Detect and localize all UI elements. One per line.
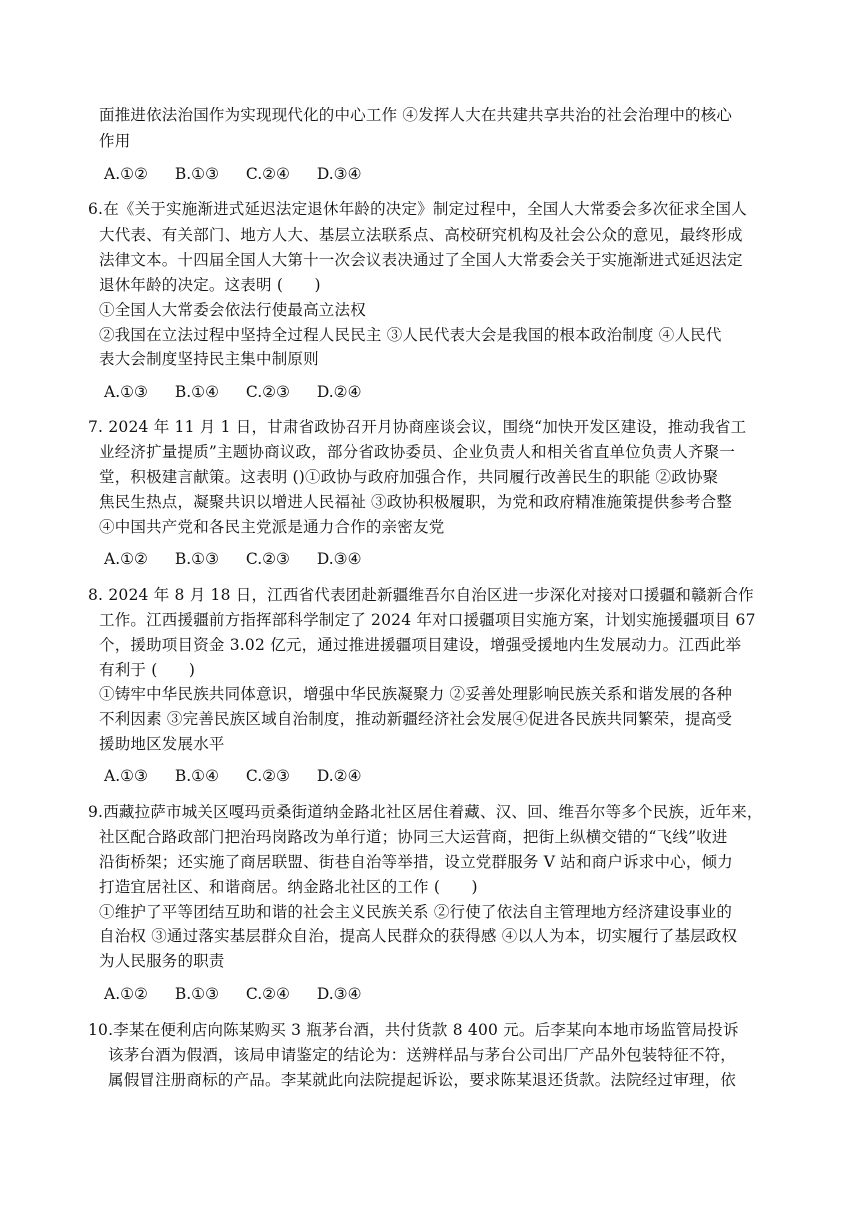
q9-line-6: 自治权 ③通过落实基层群众自治，提高人民群众的获得感 ④以人为本，切实履行了基层政权: [99, 927, 738, 945]
q9-line-4: 打造宜居社区、和谐商居。纳金路北社区的工作 ( ): [99, 878, 478, 896]
q6-line-4: 退休年龄的决定。这表明 ( ): [99, 276, 321, 294]
q7-line-1: 7. 2024 年 11 月 1 日，甘肃省政协召开月协商座谈会议，围绕“加快开发区建设，推动我省工: [88, 418, 747, 436]
q8-line-3: 个，援助项目资金 3.02 亿元，通过推进援疆项目建设，增强受援地内生发展动力。江西此举: [99, 636, 742, 654]
q8-option-c: C.②③: [245, 767, 290, 785]
q6-line-2: 大代表、有关部门、地方人大、基层立法联系点、高校研究机构及社会公众的意见，最终形成: [99, 226, 743, 244]
q5-options: [104, 163, 383, 185]
q5-line-2: 作用: [99, 132, 131, 150]
q6-line-3: 法律文本。十四届全国人大第十一次会议表决通过了全国人大常委会关于实施渐进式延迟法定: [99, 251, 743, 269]
q6-line-6: ②我国在立法过程中坚持全过程人民民主 ③人民代表大会是我国的根本政治制度 ④人民代: [99, 326, 722, 344]
q6-option-c: C.②③: [245, 383, 290, 401]
q7-line-2: 业经济扩量提质”主题协商议政，部分省政协委员、企业负责人和相关省直单位负责人齐聚一: [99, 443, 736, 461]
q7-option-a: A.①②: [104, 550, 148, 568]
q10-line-2: 该茅台酒为假酒，该局申请鉴定的结论为：送辨样品与茅台公司出厂产品外包装特征不符，: [108, 1046, 737, 1064]
q5-option-b: B.①③: [174, 165, 219, 183]
q6-options: [104, 381, 383, 403]
q6-option-b: B.①④: [174, 383, 219, 401]
q5-line-1: 面推进依法治国作为实现现代化的中心工作 ④发挥人大在共建共享共治的社会治理中的核心: [99, 106, 733, 124]
q6-line-7: 表大会制度坚持民主集中制原则: [99, 350, 319, 368]
q8-line-5: ①铸牢中华民族共同体意识，增强中华民族凝聚力 ②妥善处理影响民族关系和谐发展的各种: [99, 685, 733, 703]
q10-line-1: 10.李某在便利店向陈某购买 3 瓶茅台酒，共付货款 8 400 元。后李某向本地市场监管局投诉: [88, 1021, 739, 1039]
q9-option-c: C.②④: [245, 985, 290, 1003]
q6-line-5: ①全国人大常委会依法行使最高立法权: [99, 301, 366, 319]
q6-option-a: A.①③: [104, 383, 148, 401]
q9-options: [104, 983, 383, 1005]
q7-option-b: B.①③: [174, 550, 219, 568]
q7-option-d: D.③④: [316, 550, 362, 568]
q8-option-d: D.②④: [316, 767, 362, 785]
q9-line-2: 社区配合路政部门把治玛岗路改为单行道；协同三大运营商，把街上纵横交错的“飞线”收进: [99, 828, 728, 846]
q8-option-a: A.①③: [104, 767, 148, 785]
q9-option-b: B.①③: [174, 985, 219, 1003]
q7-line-3: 堂，积极建言献策。这表明 ()①政协与政府加强合作，共同履行改善民生的职能 ②政协聚: [99, 468, 719, 486]
q5-option-c: C.②④: [245, 165, 290, 183]
q8-line-7: 援助地区发展水平: [99, 735, 225, 753]
q9-option-a: A.①②: [104, 985, 148, 1003]
q7-line-4: 焦民生热点，凝聚共识以增进人民福祉 ③政协积极履职，为党和政府精准施策提供参考合整: [99, 493, 733, 511]
q5-option-d: D.③④: [316, 165, 362, 183]
q9-option-d: D.③④: [316, 985, 362, 1003]
q8-line-4: 有利于 ( ): [99, 661, 196, 679]
q9-line-3: 沿街桥架；还实施了商居联盟、街巷自治等举措，设立党群服务 V 站和商户诉求中心，倾力: [99, 853, 733, 871]
q7-option-c: C.②③: [245, 550, 290, 568]
q9-line-5: ①维护了平等团结互助和谐的社会主义民族关系 ②行使了依法自主管理地方经济建设事业的: [99, 903, 733, 921]
q10-line-3: 属假冒注册商标的产品。李某就此向法院提起诉讼，要求陈某退还货款。法院经过审理，依: [108, 1071, 737, 1089]
q8-option-b: B.①④: [174, 767, 219, 785]
q7-options: [104, 548, 383, 570]
q6-line-1: 6.在《关于实施渐进式延迟法定退休年龄的决定》制定过程中，全国人大常委会多次征求全国人: [88, 200, 747, 218]
q8-line-6: 不利因素 ③完善民族区域自治制度，推动新疆经济社会发展④促进各民族共同繁荣，提高受: [99, 710, 733, 728]
q9-line-7: 为人民服务的职责: [99, 952, 225, 970]
q9-line-1: 9.西藏拉萨市城关区嘎玛贡桑街道纳金路北社区居住着藏、汉、回、维吾尔等多个民族，近年来，: [88, 803, 763, 821]
q8-line-2: 工作。江西援疆前方指挥部科学制定了 2024 年对口援疆项目实施方案，计划实施援疆项目 67: [99, 611, 756, 629]
q8-options: [104, 765, 383, 787]
q5-option-a: A.①②: [104, 165, 148, 183]
q8-line-1: 8. 2024 年 8 月 18 日，江西省代表团赴新疆维吾尔自治区进一步深化对接对口援疆和赣新合作: [88, 586, 754, 604]
q6-option-d: D.②④: [316, 383, 362, 401]
q7-line-5: ④中国共产党和各民主党派是通力合作的亲密友党: [99, 518, 445, 536]
